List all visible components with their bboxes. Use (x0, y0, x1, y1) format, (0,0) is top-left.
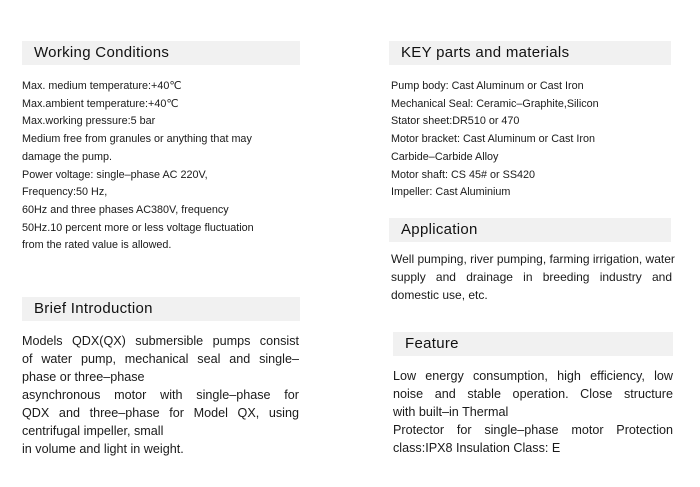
feature-line: class:IPX8 Insulation Class: E (393, 441, 561, 455)
brief-introduction-text (22, 332, 299, 458)
application-heading: Application (389, 218, 671, 242)
working-conditions-line: Max. medium temperature:+40℃ (22, 80, 182, 92)
feature-line: Low energy consumption, high efficiency, low (393, 369, 673, 383)
brief-introduction-heading: Brief Introduction (22, 297, 300, 321)
working-conditions-line: Max.working pressure:5 bar (22, 115, 156, 128)
brief-introduction-line: centrifugal impeller, small (22, 424, 164, 438)
feature-text (393, 367, 673, 457)
working-conditions-line: 60Hz and three phases AC380V, frequency (22, 203, 229, 216)
key-parts-line: Pump body: Cast Aluminum or Cast Iron (391, 80, 584, 92)
brief-introduction-line: phase or three–phase (22, 370, 145, 384)
working-conditions-line: Max.ambient temperature:+40℃ (22, 97, 179, 110)
key-parts-line: Carbide–Carbide Alloy (391, 150, 499, 163)
key-parts-line: Motor shaft: CS 45# or SS420 (391, 168, 536, 181)
key-parts-line: Impeller: Cast Aluminium (391, 186, 511, 199)
feature-line: with built–in Thermal (393, 405, 509, 419)
key-parts-line: Stator sheet:DR510 or 470 (391, 115, 520, 128)
working-conditions-line: Power voltage: single–phase AC 220V, (22, 168, 208, 181)
brief-introduction-line: asynchronous motor with single–phase for (22, 388, 299, 402)
application-line: Well pumping, river pumping, farming irrigation, water (391, 252, 675, 266)
brief-introduction-line: in volume and light in weight. (22, 442, 184, 456)
working-conditions-line: from the rated value is allowed. (22, 239, 172, 252)
working-conditions-heading: Working Conditions (22, 41, 300, 65)
key-parts-line: Mechanical Seal: Ceramic–Graphite,Silicon (391, 97, 599, 110)
feature-line: noise and stable operation. Close structure (393, 387, 673, 401)
key-parts-text (391, 78, 681, 202)
feature-line: Protector for single–phase motor Protection (393, 423, 673, 437)
working-conditions-text (22, 78, 312, 255)
brief-introduction-line: QDX and three–phase for Model QX, using (22, 406, 299, 420)
application-text (391, 250, 675, 304)
application-line: supply and drainage in breeding industry and (391, 270, 672, 284)
working-conditions-line: 50Hz.10 percent more or less voltage fluctuation (22, 221, 254, 234)
key-parts-heading: KEY parts and materials (389, 41, 671, 65)
working-conditions-line: Frequency:50 Hz, (22, 186, 108, 199)
working-conditions-line: Medium free from granules or anything that may (22, 133, 252, 146)
key-parts-line: Motor bracket: Cast Aluminum or Cast Iron (391, 133, 596, 146)
brief-introduction-line: Models QDX(QX) submersible pumps consist (22, 334, 299, 348)
application-line: domestic use, etc. (391, 288, 488, 302)
feature-heading: Feature (393, 332, 673, 356)
working-conditions-line: damage the pump. (22, 150, 113, 163)
brief-introduction-line: of water pump, mechanical seal and single– (22, 352, 299, 366)
